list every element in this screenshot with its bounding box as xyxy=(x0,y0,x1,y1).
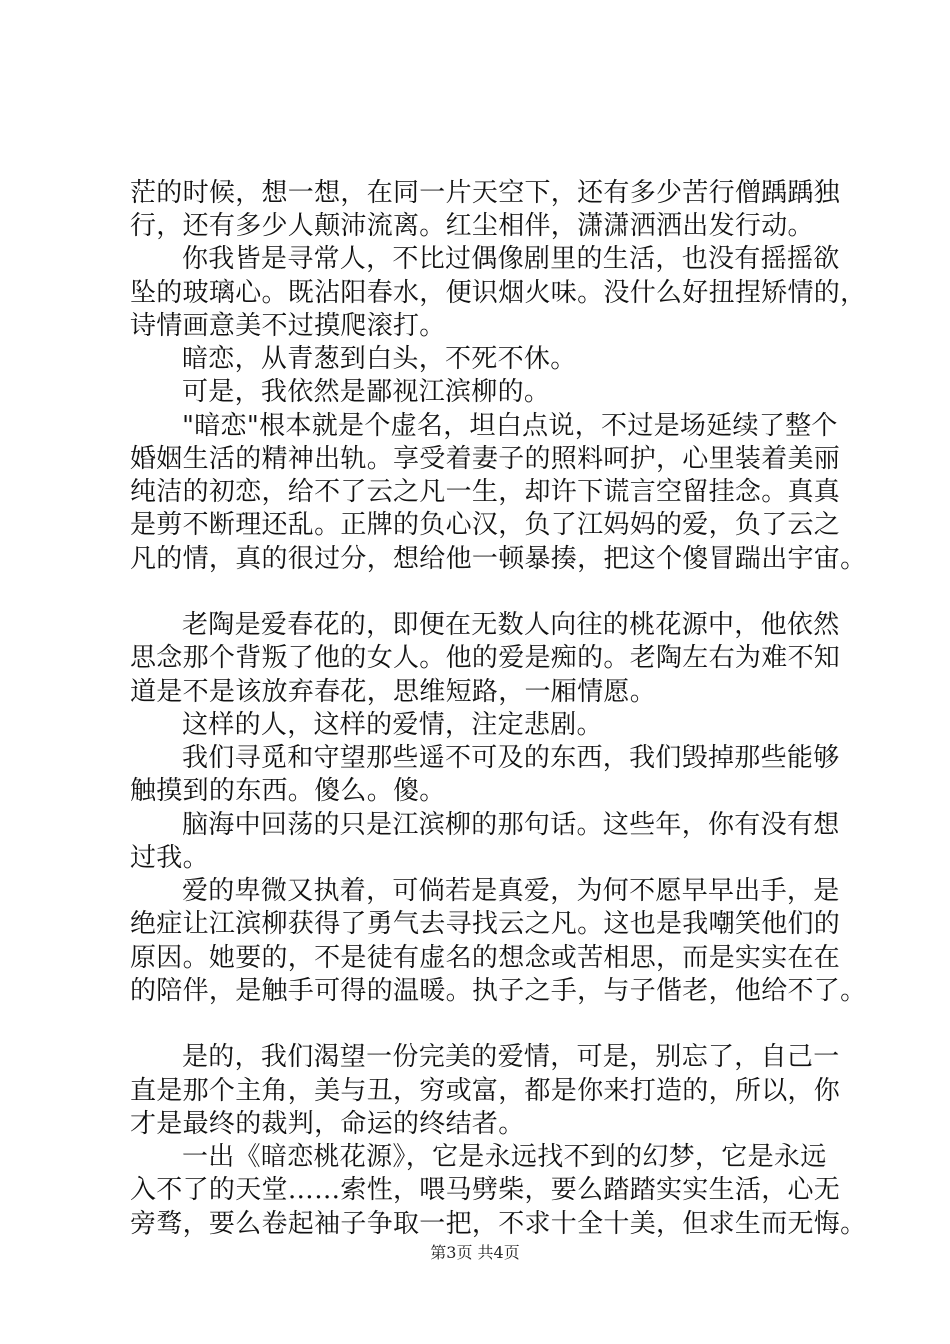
paragraph-start-line: 可是，我依然是鄙视江滨柳的。 xyxy=(182,377,551,407)
text-line: 绝症让江滨柳获得了勇气去寻找云之凡。这也是我嘲笑他们的 xyxy=(130,909,841,939)
text-line: 入不了的天堂……索性，喂马劈柴，要么踏踏实实生活，心无 xyxy=(130,1175,841,1205)
text-line: 才是最终的裁判，命运的终结者。 xyxy=(130,1109,525,1139)
text-line: 触摸到的东西。傻么。傻。 xyxy=(130,776,446,806)
paragraph-start-line: 老陶是爱春花的，即便在无数人向往的桃花源中，他依然 xyxy=(182,610,840,640)
text-line: 直是那个主角，美与丑，穷或富，都是你来打造的，所以，你 xyxy=(130,1076,841,1106)
paragraph-start-line: 脑海中回荡的只是江滨柳的那句话。这些年，你有没有想 xyxy=(182,810,840,840)
text-line: 婚姻生活的精神出轨。享受着妻子的照料呵护，心里装着美丽 xyxy=(130,444,841,474)
paragraph-start-line: 你我皆是寻常人，不比过偶像剧里的生活，也没有摇摇欲 xyxy=(182,244,840,274)
paragraph-start-line: "暗恋"根本就是个虚名，坦白点说，不过是场延续了整个 xyxy=(182,411,838,441)
text-line: 过我。 xyxy=(130,843,209,873)
text-line: 原因。她要的，不是徒有虚名的想念或苦相思，而是实实在在 xyxy=(130,943,841,973)
text-line: 坠的玻璃心。既沾阳春水，便识烟火味。没什么好扭捏矫情的， xyxy=(130,278,867,308)
text-line: 纯洁的初恋，给不了云之凡一生，却许下谎言空留挂念。真真 xyxy=(130,477,841,507)
text-line: 凡的情，真的很过分，想给他一顿暴揍，把这个傻冒踹出宇宙。 xyxy=(130,544,867,574)
paragraph-start-line: 是的，我们渴望一份完美的爱情，可是，别忘了，自己一 xyxy=(182,1042,840,1072)
text-line: 道是不是该放弃春花，思维短路，一厢情愿。 xyxy=(130,677,657,707)
paragraph-start-line: 暗恋，从青葱到白头，不死不休。 xyxy=(182,344,577,374)
text-line: 的陪伴，是触手可得的温暖。执子之手，与子偕老，他给不了。 xyxy=(130,976,867,1006)
paragraph-start-line: 我们寻觅和守望那些遥不可及的东西，我们毁掉那些能够 xyxy=(182,743,840,773)
text-line: 诗情画意美不过摸爬滚打。 xyxy=(130,311,446,341)
paragraph-start-line: 爱的卑微又执着，可倘若是真爱，为何不愿早早出手，是 xyxy=(182,876,840,906)
paragraph-start-line: 一出《暗恋桃花源》，它是永远找不到的幻梦，它是永远 xyxy=(182,1142,827,1172)
text-line: 旁骛，要么卷起袖子争取一把，不求十全十美，但求生而无悔。 xyxy=(130,1209,867,1239)
text-line: 行，还有多少人颠沛流离。红尘相伴，潇潇洒洒出发行动。 xyxy=(130,211,814,241)
page-number-footer: 第3页 共4页 xyxy=(430,1243,520,1262)
text-line: 思念那个背叛了他的女人。他的爱是痴的。老陶左右为难不知 xyxy=(130,643,841,673)
paragraph-start-line: 这样的人，这样的爱情，注定悲剧。 xyxy=(182,710,603,740)
text-line: 是剪不断理还乱。正牌的负心汉，负了江妈妈的爱，负了云之 xyxy=(130,510,841,540)
text-line: 茫的时候，想一想，在同一片天空下，还有多少苦行僧踽踽独 xyxy=(130,178,841,208)
